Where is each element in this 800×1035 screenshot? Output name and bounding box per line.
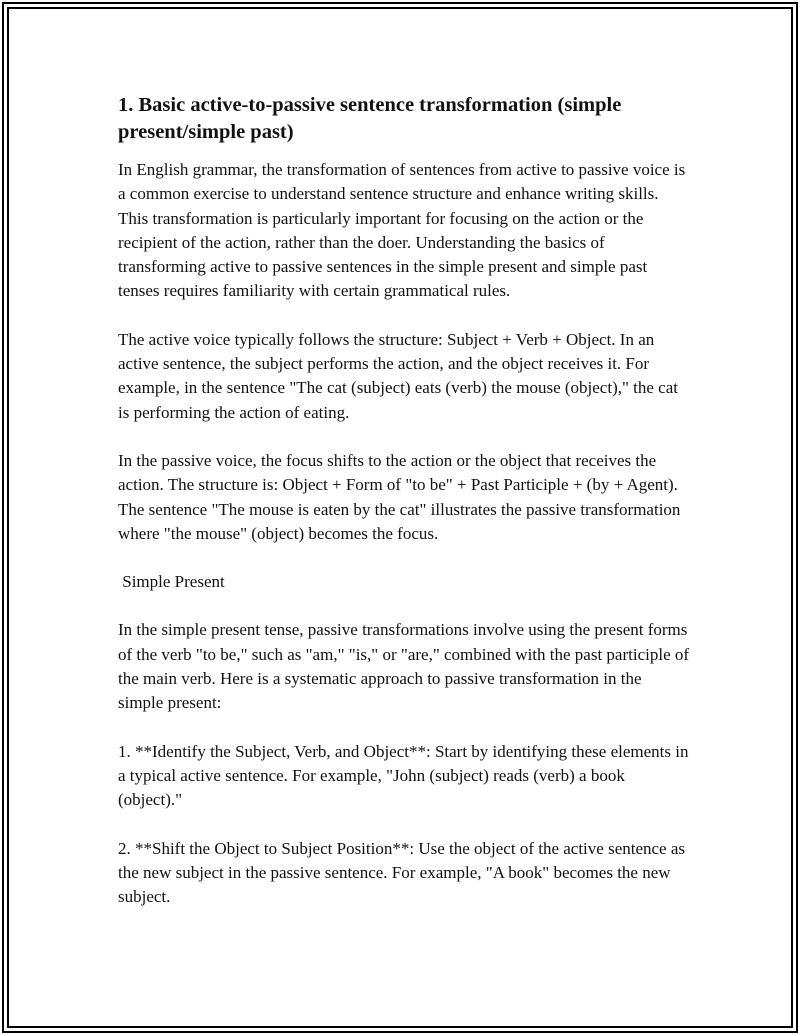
- paragraph-intro: In English grammar, the transformation of sentences from active to passive voice is a common exercise to understand sentence structure and enhance writing skills. This transformation is particularly important for focusing on the action or the recipient of the action, rather than the doer. Understanding the basics of transforming active to passive sentences in the simple present and simple past tenses requires familiarity with certain grammatical rules.: [118, 160, 690, 301]
- paragraph-simple-present: In the simple present tense, passive transformations involve using the present forms of the verb "to be," such as "am," "is," or "are," combined with the past participle of the main verb. Here is a systematic approach to passive transformation in the simple present:: [118, 620, 694, 713]
- subheading-simple-present: Simple Present: [118, 572, 225, 592]
- paragraph-passive-voice: In the passive voice, the focus shifts to the action or the object that receives the action. The structure is: Object + Form of "to be" + Past Participle + (by + Agent). The sentence "The mouse is eaten by the cat" illustrates the passive transformation where "the mouse" (object) becomes the focus.: [118, 450, 685, 543]
- section-title: 1. Basic active-to-passive sentence transformation (simple present/simple past): [118, 94, 622, 143]
- document-body: [118, 92, 694, 933]
- paragraph-active-voice: The active voice typically follows the structure: Subject + Verb + Object. In an active sentence, the subject performs the action, and the object receives it. For example, in the sentence "The cat (subject) eats (verb) the mouse (object)," the cat is performing the action of eating.: [118, 329, 683, 422]
- step-1: 1. **Identify the Subject, Verb, and Object**: Start by identifying these elements in a typical active sentence. For example, "John (subject) reads (verb) a book (object).": [118, 741, 693, 810]
- step-2: 2. **Shift the Object to Subject Position**: Use the object of the active sentence as the new subject in the passive sentence. For example, "A book" becomes the new subject.: [118, 838, 690, 907]
